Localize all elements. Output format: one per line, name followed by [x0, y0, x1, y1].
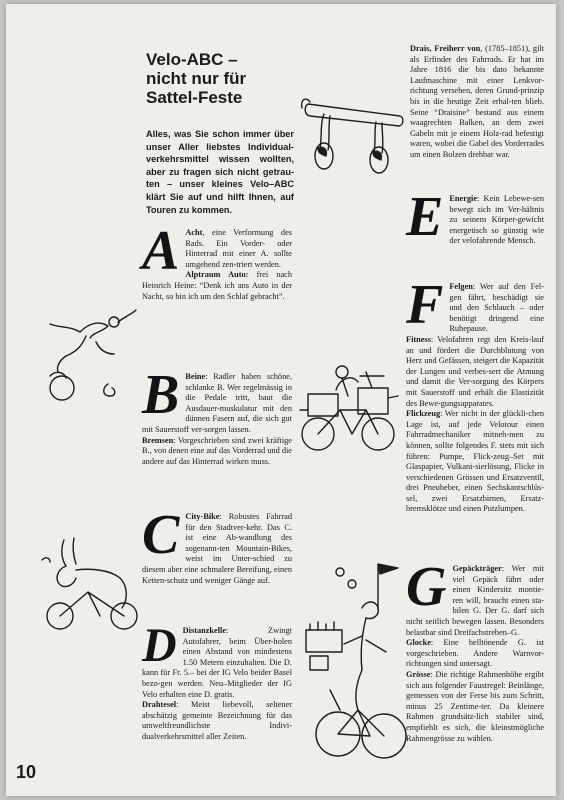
term-glocke: Glocke	[406, 638, 431, 648]
page-number: 10	[16, 762, 37, 782]
text-fitness: : Velofahren regt den Kreis-lauf an und fördert die Durchblutung von Herz und Gefässen, steigert die Kapazität der Lungen und verbes-sert die Atmung und damit die Ver-sorgung des Körpers mit Sauerstoff und erhält die Elastizität des Bewe-gungsapparates.	[406, 334, 544, 408]
draisine-sketch	[296, 90, 406, 180]
text-alptraum: frei nach Heinrich Heine: “Denk ich ans Auto in der Nacht, so bin ich um den Schlaf gebracht”.	[142, 270, 292, 301]
intro-text: Alles, was Sie schon immer über unser Aller liebstes Individual-verkehrsmittel wissen wollten, aber zu fragen sich nicht getrau-ten – unser kleines Velo–ABC klärt Sie auf und hilft Ihnen, auf Touren zu kommen.	[146, 129, 294, 215]
text-drais: , (1785–1851), gilt als Erfinder des Fahrrads. Er hat im Jahre 1816 die bis dato bekannte Laufmaschine mit einer Lenkvor-richtung versehen, deren Grund-prinzip bis in die heutige Zeit erhal-ten blieb. Seine “Draisine” bestand aus einem waagrechten Balken, an dem zwei Gabeln mit je einem Holz-rad befestigt waren, wobei die Gabel des Vorderrades um einen Bolzen drehbar war.	[410, 44, 544, 159]
entry-d	[142, 619, 292, 743]
term-flickzeug: Flickzeug	[406, 409, 441, 419]
text-felgen: : Wer auf den Fel-gen fährt, beschädigt sie und den Schlauch – oder benötigt dringend eine Ruhepause.	[449, 282, 544, 334]
drop-letter-b: B	[142, 364, 180, 426]
term-drais: Drais, Freiherr von	[410, 44, 481, 53]
term-gepaecktraeger: Gepäckträger	[452, 564, 502, 573]
loaded-bicycle-sketch	[296, 360, 402, 456]
drop-letter-c: C	[142, 504, 180, 566]
text-acht: , eine Verformung des Rads. Ein Vorder- oder Hinterrad mit einer A. sollte umgehend zen-triert werden.	[185, 228, 292, 269]
entry-drais	[410, 44, 544, 161]
drop-letter-g: G	[406, 556, 447, 618]
term-acht: Acht	[185, 228, 203, 237]
term-beine: Beine	[185, 372, 206, 381]
text-city-bike: : Robustes Fahrrad für den Stadtver-kehr. Das C. ist eine Ab-wandlung des sogenann-ten Mountain-Bikes, weist im Unter-schied zu diesem aber eine schmalere Bereifung, einen Ketten-schutz und weniger Gänge auf.	[142, 512, 292, 585]
drop-letter-d: D	[142, 619, 177, 672]
entry-f	[406, 274, 544, 515]
text-distanzkelle: : Zwingt Autofahrer, beim Über-holen einen Abstand von mindestens 1.50 Metern einzuhalten. Die D. kann für Fr. 5.– bei der IG Velo beider Basel bezo-gen werden. Neu–Mitglieder der IG Velo erhalten eine D. gratis.	[142, 626, 292, 699]
term-city-bike: City-Bike	[185, 512, 220, 521]
text-beine: : Radler haben schöne, schlanke B. Wer regelmässig in die Pedale tritt, baut die Ausdauer-muskulatur mit den dünnen Fasern auf, die sich gut mit Sauerstoff ver-sorgen lassen.	[142, 372, 292, 434]
entry-c	[142, 504, 292, 586]
text-drahtesel: : Meist liebevoll, seltener abschätzig gemeinte Bezeichnung für das umweltfreundlichste Indivi-dualverkehrsmittel aller Zeiten.	[142, 700, 292, 741]
term-felgen: Felgen	[449, 282, 473, 291]
text-energie: : Kein Lebewe-sen bewegt sich im Ver-hältnis zu seinem Körper-gewicht energetisch so günstig wie der velofahrende Mensch.	[449, 194, 544, 246]
term-fitness: Fitness	[406, 334, 431, 344]
donkey-bicycle-sketch	[36, 530, 148, 636]
term-bremsen: Bremsen	[142, 435, 174, 445]
entry-a	[142, 220, 292, 302]
text-gepaecktraeger: : Wer mit viel Gepäck fährt oder einen Kindersitz montie-ren will, braucht einen sta-bilen G. Der G. darf sich nicht seitlich bewegen lassen. Besonders belastbar sind Dreifachstreben–G.	[406, 564, 544, 637]
magazine-page	[6, 4, 556, 796]
text-groesse: : Die richtige Rahmenhöhe ergibt sich aus folgender Faustregel: Beinlänge, gemessen von der Ferse bis zum Schritt, minus 25 Zentime-ter. Da kleinere Rahmen grundsätz-lich stabiler sind, empfiehlt es sich, die kleinstmögliche Rahmengrösse zu wählen.	[406, 669, 544, 743]
drop-letter-f: F	[406, 274, 444, 336]
title-line-2: nicht nur für	[146, 69, 247, 88]
term-alptraum: Alptraum Auto:	[185, 270, 249, 280]
text-flickzeug: : Wer nicht in der glückli-chen Lage ist, auf jede Velotour einen Fahrradmechaniker mitneh-men zu können, sollte folgendes F. stets mit sich führen: Pumpe, Flick-zeug–Set mit Glaspapier, Vulkani-sierlösung, Flicke in verschiedenen Grössen und Ersatzventil, drei Pneuheber, einen Sechskantschlüs-sel, zwei Ersatzbirnen, Ersatz-bremsklötze und einen Putzlumpen.	[406, 409, 544, 514]
term-energie: Energie	[449, 194, 478, 203]
drop-letter-a: A	[142, 220, 180, 282]
entry-b	[142, 364, 292, 467]
text-bremsen: : Vorgeschrieben sind zwei kräftige B., von denen eine auf das Vorderrad und die andere auf das Hinterrad wirken muss.	[142, 435, 292, 466]
term-groesse: Grösse	[406, 669, 431, 679]
entry-g	[406, 556, 544, 744]
drop-letter-e: E	[406, 186, 444, 248]
entry-e	[406, 186, 544, 248]
text-glocke: : Eine helltönende G. ist vorgeschrieben. Andere Warnvor-richtungen sind untersagt.	[406, 638, 544, 669]
title-line-1: Velo-ABC –	[146, 50, 238, 69]
term-drahtesel: Drahtesel	[142, 700, 177, 710]
term-distanzkelle: Distanzkelle	[182, 626, 226, 635]
page-title	[146, 50, 296, 107]
title-line-3: Sattel-Feste	[146, 88, 243, 107]
tall-cyclist-sketch	[300, 560, 410, 766]
flying-cyclist-sketch	[36, 306, 146, 410]
